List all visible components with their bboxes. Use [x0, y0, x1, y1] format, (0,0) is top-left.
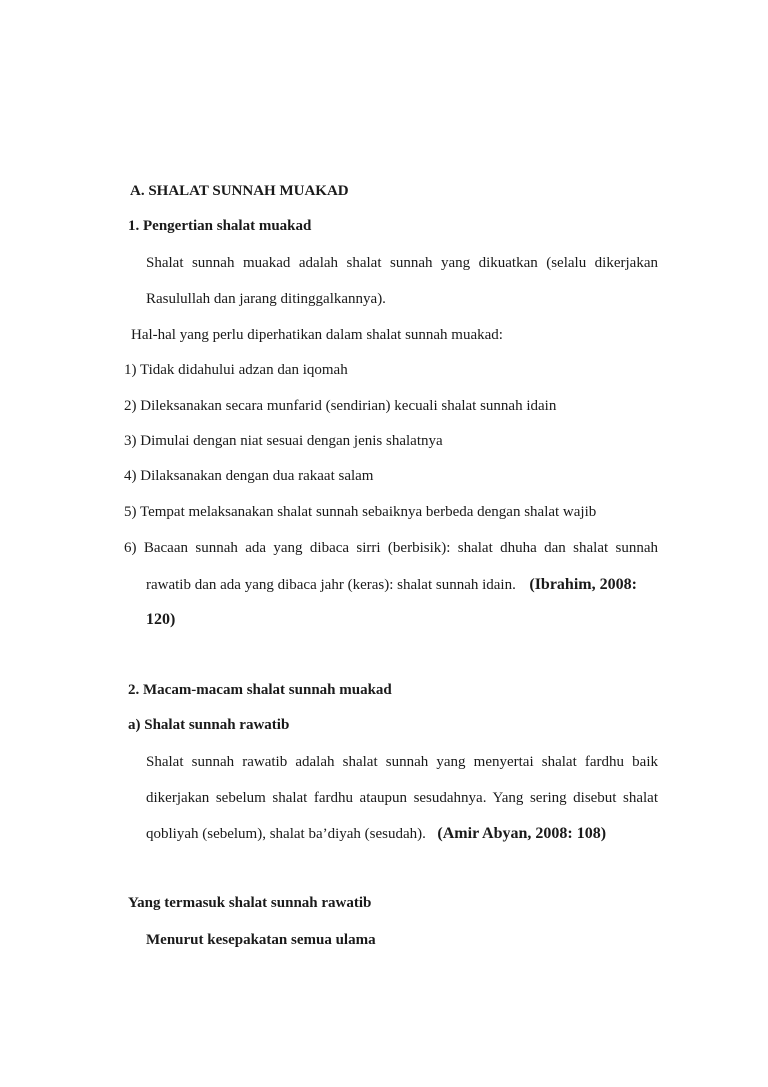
note-item: 2) Dileksanakan secara munfarid (sendirian) kecuali shalat sunnah idain [124, 398, 557, 414]
definition-line-2: Rasulullah dan jarang ditinggalkannya). [146, 291, 386, 307]
rawatib-line-1: Shalat sunnah rawatib adalah shalat sunnah yang menyertai shalat fardhu baik [146, 754, 658, 770]
types-heading: 2. Macam-macam shalat sunnah muakad [128, 682, 392, 698]
note-item: 6) Bacaan sunnah ada yang dibaca sirri (berbisik): shalat dhuha dan shalat sunnah [124, 540, 658, 556]
citation-amir-abyan: (Amir Abyan, 2008: 108) [437, 825, 607, 842]
citation-ibrahim: (Ibrahim, 2008: [529, 576, 637, 593]
included-heading: Yang termasuk shalat sunnah rawatib [128, 895, 372, 911]
note-6-continuation [146, 575, 637, 595]
section-a-heading: A. SHALAT SUNNAH MUAKAD [130, 183, 349, 199]
consensus-heading: Menurut kesepakatan semua ulama [146, 932, 376, 948]
citation-ibrahim-end: 120) [146, 611, 176, 628]
note-item: 4) Dilaksanakan dengan dua rakaat salam [124, 468, 374, 484]
note-item: 1) Tidak didahului adzan dan iqomah [124, 362, 348, 378]
rawatib-line-3 [146, 824, 606, 844]
rawatib-line-3-text: qobliyah (sebelum), shalat ba’diyah (sesudah). [146, 826, 426, 842]
rawatib-heading: a) Shalat sunnah rawatib [128, 717, 290, 733]
definition-heading: 1. Pengertian shalat muakad [128, 218, 312, 234]
note-item: 3) Dimulai dengan niat sesuai dengan jenis shalatnya [124, 433, 443, 449]
note-6-text: rawatib dan ada yang dibaca jahr (keras): shalat sunnah idain. [146, 577, 516, 593]
rawatib-line-2: dikerjakan sebelum shalat fardhu ataupun sesudahnya. Yang sering disebut shalat [146, 790, 658, 806]
notes-intro: Hal-hal yang perlu diperhatikan dalam shalat sunnah muakad: [131, 327, 503, 343]
note-item: 5) Tempat melaksanakan shalat sunnah sebaiknya berbeda dengan shalat wajib [124, 504, 597, 520]
definition-line-1: Shalat sunnah muakad adalah shalat sunnah yang dikuatkan (selalu dikerjakan [146, 255, 658, 271]
